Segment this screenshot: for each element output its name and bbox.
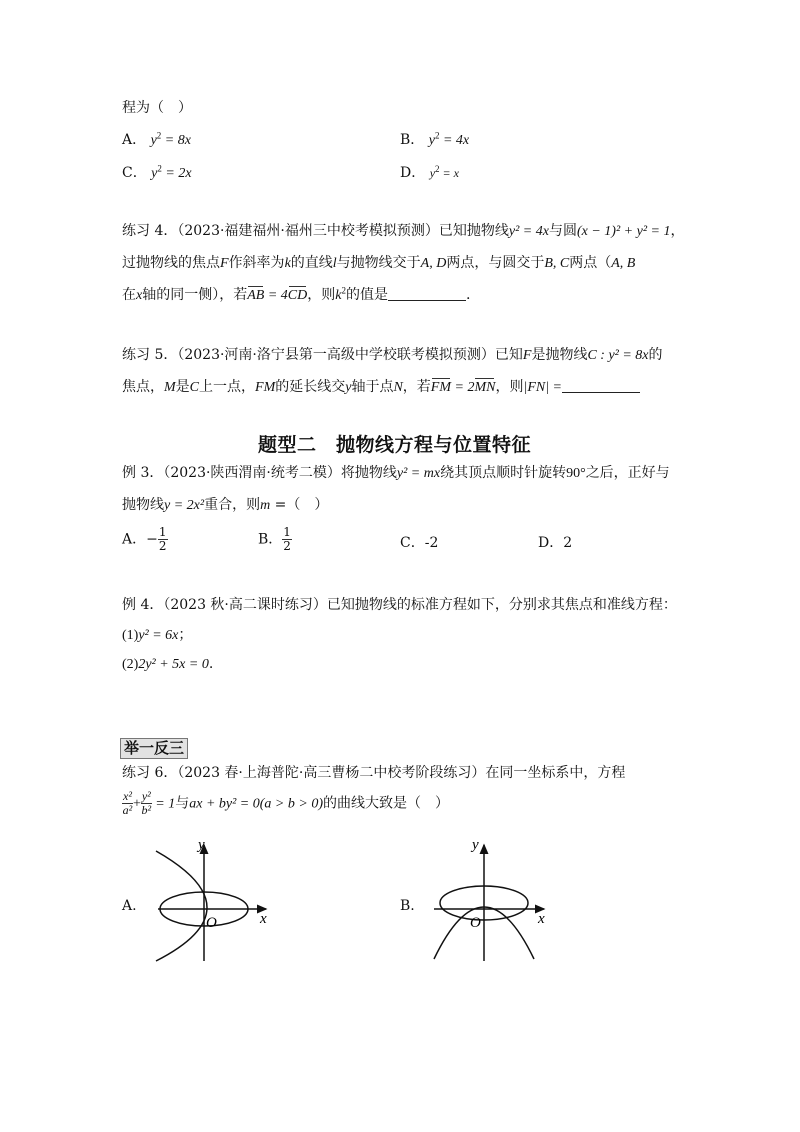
origin-label: O <box>470 915 481 931</box>
ex3-option-c[interactable]: C．-2 <box>400 535 439 551</box>
section-banner: 举一反三 <box>120 738 188 759</box>
x-axis-label: x <box>260 911 267 927</box>
option-c[interactable] <box>122 162 192 182</box>
ex3-option-d[interactable]: D．2 <box>538 535 573 551</box>
exercise-4-line-1: 练习 4．（2023·福建福州·福州三中校考模拟预测）已知抛物线y² = 4x与圆(x − 1)² + y² = 1， <box>122 223 685 239</box>
ex3-option-a[interactable]: A．− $\frac{1}{2}$ <box>122 525 167 553</box>
graph-a-label[interactable]: A. <box>122 898 137 914</box>
example-3-line-2: 抛物线y = 2x²重合，则m =（ ） <box>122 497 329 513</box>
option-label: B． <box>400 132 425 148</box>
option-expr: $y^2 = 8x$ <box>150 130 191 148</box>
vector-fm: FM <box>430 380 452 395</box>
exercise-6-line-1: 练习 6．（2023 春·上海普陀·高三曹杨二中校考阶段练习）在同一坐标系中，方程 <box>122 765 626 781</box>
option-expr: $y^2 = 2x$ <box>151 163 192 181</box>
option-b[interactable] <box>400 129 469 149</box>
graph-a <box>140 835 280 965</box>
vector-mn: MN <box>474 380 496 395</box>
graph-b-label[interactable]: B. <box>400 898 415 914</box>
question-tail: 程为（ ） <box>122 100 192 116</box>
option-a[interactable] <box>122 129 191 149</box>
option-expr: $y^2 = 4x$ <box>428 130 470 148</box>
option-label: A． <box>122 132 147 148</box>
exercise-5-line-1: 练习 5．（2023·河南·洛宁县第一高级中学校联考模拟预测）已知F是抛物线C : y² = 8x的 <box>122 347 663 363</box>
example-4-part-2: (2)2y² + 5x = 0. <box>122 656 214 672</box>
option-expr: $y^2 = x$ <box>429 164 459 180</box>
vector-ab: AB <box>247 288 265 303</box>
example-4-part-1: (1)y² = 6x； <box>122 627 193 643</box>
y-axis-label: y <box>198 837 205 853</box>
exercise-4-line-3: 在x轴的同一侧），若AB = 4CD，则$k^2$的值是 . <box>122 285 471 303</box>
exercise-5-line-2: 焦点，M是C上一点，FM的延长线交y轴于点N，若FM = 2MN，则|FN| = <box>122 376 640 396</box>
exercise-6-line-2: $\frac{\text{x²}}{\text{a²}}$ + $\frac{\text{y²}}{\text{b²}}$ = 1与ax + by² = 0(a > b > 0)的曲线大致是（ ） <box>122 789 449 817</box>
section-title: 题型二 抛物线方程与位置特征 <box>258 434 532 456</box>
graph-b <box>420 835 560 965</box>
option-d[interactable] <box>400 162 459 182</box>
answer-blank[interactable] <box>562 378 640 393</box>
exercise-4-line-2: 过抛物线的焦点F作斜率为k的直线l与抛物线交于A, D两点，与圆交于B, C两点（A, B <box>122 255 636 271</box>
ex3-option-b[interactable]: B． $\frac{1}{2}$ <box>258 525 291 553</box>
parabola-curve <box>156 851 207 961</box>
x-axis-label: x <box>538 911 545 927</box>
option-label: D． <box>400 165 426 181</box>
y-axis-label: y <box>472 837 479 853</box>
option-label: C． <box>122 165 147 181</box>
example-4-line-1: 例 4．（2023 秋·高二课时练习）已知抛物线的标准方程如下，分别求其焦点和准线方程： <box>122 597 677 613</box>
origin-label: O <box>206 915 217 931</box>
example-3-line-1: 例 3．（2023·陕西渭南·统考二模）将抛物线y² = mx绕其顶点顺时针旋转90°之后，正好与 <box>122 465 670 481</box>
vector-cd: CD <box>287 288 308 303</box>
answer-blank[interactable] <box>388 286 466 301</box>
